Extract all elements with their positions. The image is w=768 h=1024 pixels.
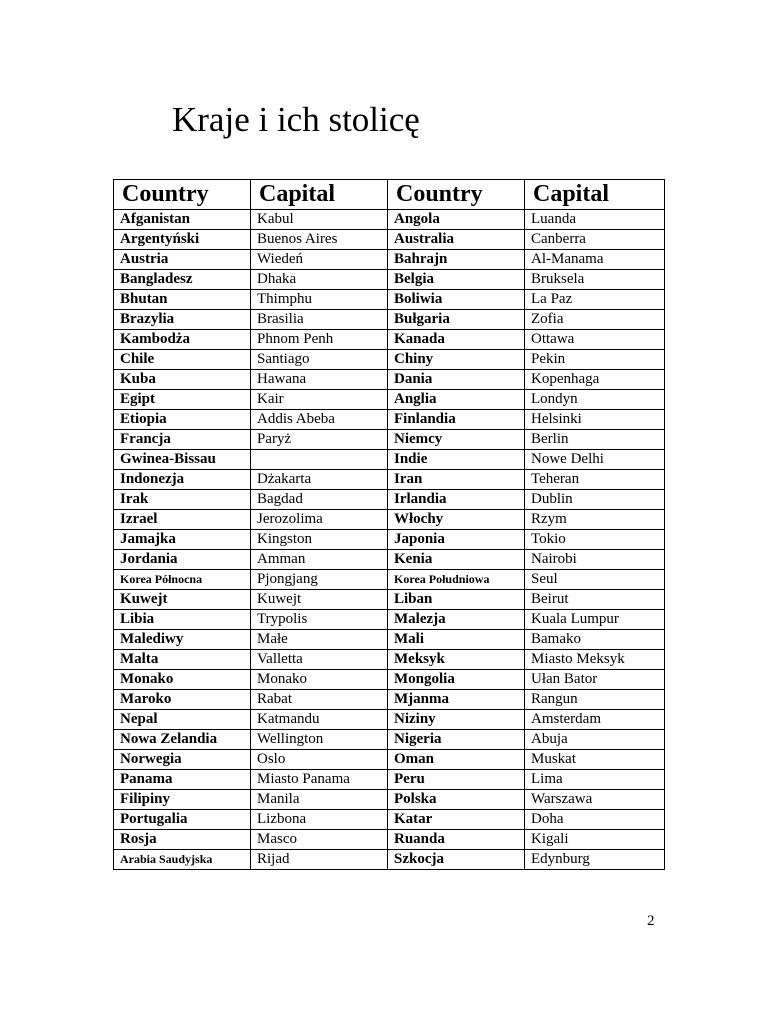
country-cell: Chile: [114, 350, 251, 370]
country-cell: Filipiny: [114, 790, 251, 810]
country-cell: Bułgaria: [388, 310, 525, 330]
table-header-row: [114, 180, 665, 210]
table-row: [114, 250, 665, 270]
table-row: [114, 730, 665, 750]
page-title: Kraje i ich stolicę: [172, 100, 420, 139]
country-cell: Indonezja: [114, 470, 251, 490]
country-cell: Afganistan: [114, 210, 251, 230]
capital-cell: Beirut: [525, 590, 665, 610]
table-row: [114, 670, 665, 690]
country-cell: Jordania: [114, 550, 251, 570]
country-cell: Angola: [388, 210, 525, 230]
country-cell: Mjanma: [388, 690, 525, 710]
capital-cell: Miasto Panama: [251, 770, 388, 790]
capital-cell: Ułan Bator: [525, 670, 665, 690]
country-cell: Rosja: [114, 830, 251, 850]
capital-cell: Dhaka: [251, 270, 388, 290]
table-row: [114, 530, 665, 550]
country-cell: Gwinea-Bissau: [114, 450, 251, 470]
country-cell: Jamajka: [114, 530, 251, 550]
table-row: [114, 210, 665, 230]
country-cell: Egipt: [114, 390, 251, 410]
country-cell: Mali: [388, 630, 525, 650]
country-cell: Nowa Zelandia: [114, 730, 251, 750]
table-row: [114, 790, 665, 810]
capital-cell: Miasto Meksyk: [525, 650, 665, 670]
capital-cell: Pjongjang: [251, 570, 388, 590]
capital-cell: Brasilia: [251, 310, 388, 330]
table-row: [114, 470, 665, 490]
capital-cell: Buenos Aires: [251, 230, 388, 250]
capital-cell: Jerozolima: [251, 510, 388, 530]
country-cell: Korea Północna: [114, 570, 251, 590]
table-row: [114, 710, 665, 730]
country-cell: Austria: [114, 250, 251, 270]
country-cell: Brazylia: [114, 310, 251, 330]
capital-cell: Kuala Lumpur: [525, 610, 665, 630]
table-row: [114, 370, 665, 390]
table-row: [114, 490, 665, 510]
capital-cell: Rzym: [525, 510, 665, 530]
table-row: [114, 810, 665, 830]
capital-cell: Paryż: [251, 430, 388, 450]
country-cell: Maroko: [114, 690, 251, 710]
country-cell: Nepal: [114, 710, 251, 730]
capital-cell: Lima: [525, 770, 665, 790]
capital-cell: Helsinki: [525, 410, 665, 430]
capital-cell: Oslo: [251, 750, 388, 770]
table-row: [114, 230, 665, 250]
table-row: [114, 830, 665, 850]
header-capital-1: Capital: [251, 180, 388, 210]
capital-cell: Dżakarta: [251, 470, 388, 490]
table-row: [114, 330, 665, 350]
table-row: [114, 770, 665, 790]
country-cell: Kenia: [388, 550, 525, 570]
country-cell: Chiny: [388, 350, 525, 370]
header-country-2: Country: [388, 180, 525, 210]
capital-cell: Amsterdam: [525, 710, 665, 730]
country-cell: Włochy: [388, 510, 525, 530]
capital-cell: Monako: [251, 670, 388, 690]
country-cell: Panama: [114, 770, 251, 790]
table-row: [114, 430, 665, 450]
capital-cell: Amman: [251, 550, 388, 570]
capital-cell: Addis Abeba: [251, 410, 388, 430]
capital-cell: Nowe Delhi: [525, 450, 665, 470]
capital-cell: Rijad: [251, 850, 388, 870]
country-cell: Katar: [388, 810, 525, 830]
table-row: [114, 310, 665, 330]
capital-cell: Nairobi: [525, 550, 665, 570]
table-row: [114, 750, 665, 770]
country-cell: Malediwy: [114, 630, 251, 650]
table-row: [114, 550, 665, 570]
country-cell: Norwegia: [114, 750, 251, 770]
country-cell: Dania: [388, 370, 525, 390]
country-cell: Liban: [388, 590, 525, 610]
table-row: [114, 450, 665, 470]
country-cell: Australia: [388, 230, 525, 250]
capital-cell: Edynburg: [525, 850, 665, 870]
country-cell: Belgia: [388, 270, 525, 290]
header-country-1: Country: [114, 180, 251, 210]
table-row: [114, 510, 665, 530]
capital-cell: Zofia: [525, 310, 665, 330]
countries-capitals-table: [113, 179, 665, 870]
country-cell: Portugalia: [114, 810, 251, 830]
country-cell: Irlandia: [388, 490, 525, 510]
country-cell: Kuwejt: [114, 590, 251, 610]
table-row: [114, 290, 665, 310]
capital-cell: Hawana: [251, 370, 388, 390]
capital-cell: Lizbona: [251, 810, 388, 830]
capital-cell: Kingston: [251, 530, 388, 550]
country-cell: Monako: [114, 670, 251, 690]
country-cell: Malezja: [388, 610, 525, 630]
country-cell: Meksyk: [388, 650, 525, 670]
capital-cell: Kuwejt: [251, 590, 388, 610]
capital-cell: Rabat: [251, 690, 388, 710]
capital-cell: Kabul: [251, 210, 388, 230]
capital-cell: Katmandu: [251, 710, 388, 730]
table-row: [114, 610, 665, 630]
table-row: [114, 390, 665, 410]
capital-cell: Santiago: [251, 350, 388, 370]
table-row: [114, 570, 665, 590]
table-row: [114, 650, 665, 670]
country-cell: Indie: [388, 450, 525, 470]
country-cell: Argentyński: [114, 230, 251, 250]
country-cell: Mongolia: [388, 670, 525, 690]
capital-cell: Kopenhaga: [525, 370, 665, 390]
capital-cell: Valletta: [251, 650, 388, 670]
country-cell: Francja: [114, 430, 251, 450]
table-body: [114, 210, 665, 870]
capital-cell: Pekin: [525, 350, 665, 370]
capital-cell: Dublin: [525, 490, 665, 510]
country-cell: Oman: [388, 750, 525, 770]
country-cell: Boliwia: [388, 290, 525, 310]
capital-cell: Al-Manama: [525, 250, 665, 270]
capital-cell: Bagdad: [251, 490, 388, 510]
capital-cell: Bruksela: [525, 270, 665, 290]
country-cell: Finlandia: [388, 410, 525, 430]
country-cell: Nigeria: [388, 730, 525, 750]
table-row: [114, 410, 665, 430]
country-cell: Kuba: [114, 370, 251, 390]
country-cell: Niemcy: [388, 430, 525, 450]
country-cell: Japonia: [388, 530, 525, 550]
capital-cell: Manila: [251, 790, 388, 810]
table-row: [114, 270, 665, 290]
country-cell: Kambodża: [114, 330, 251, 350]
capital-cell: Doha: [525, 810, 665, 830]
country-cell: Polska: [388, 790, 525, 810]
capital-cell: Bamako: [525, 630, 665, 650]
capital-cell: [251, 450, 388, 470]
table-row: [114, 350, 665, 370]
capital-cell: Teheran: [525, 470, 665, 490]
capital-cell: Warszawa: [525, 790, 665, 810]
country-cell: Ruanda: [388, 830, 525, 850]
table-row: [114, 590, 665, 610]
country-cell: Niziny: [388, 710, 525, 730]
country-cell: Anglia: [388, 390, 525, 410]
capital-cell: Wiedeń: [251, 250, 388, 270]
capital-cell: Seul: [525, 570, 665, 590]
capital-cell: Thimphu: [251, 290, 388, 310]
capital-cell: Kigali: [525, 830, 665, 850]
capital-cell: Rangun: [525, 690, 665, 710]
table-row: [114, 630, 665, 650]
country-cell: Bhutan: [114, 290, 251, 310]
country-cell: Bahrajn: [388, 250, 525, 270]
capital-cell: Abuja: [525, 730, 665, 750]
country-cell: Kanada: [388, 330, 525, 350]
country-cell: Etiopia: [114, 410, 251, 430]
header-capital-2: Capital: [525, 180, 665, 210]
country-cell: Arabia Saudyjska: [114, 850, 251, 870]
capital-cell: Kair: [251, 390, 388, 410]
capital-cell: Małe: [251, 630, 388, 650]
country-cell: Peru: [388, 770, 525, 790]
capital-cell: Masco: [251, 830, 388, 850]
country-cell: Szkocja: [388, 850, 525, 870]
country-cell: Bangladesz: [114, 270, 251, 290]
page-number: 2: [647, 913, 655, 929]
capital-cell: Canberra: [525, 230, 665, 250]
capital-cell: Ottawa: [525, 330, 665, 350]
country-cell: Izrael: [114, 510, 251, 530]
capital-cell: Luanda: [525, 210, 665, 230]
table-row: [114, 690, 665, 710]
capital-cell: Muskat: [525, 750, 665, 770]
capital-cell: Trypolis: [251, 610, 388, 630]
capital-cell: Londyn: [525, 390, 665, 410]
country-cell: Libia: [114, 610, 251, 630]
table-row: [114, 850, 665, 870]
country-cell: Malta: [114, 650, 251, 670]
country-cell: Korea Południowa: [388, 570, 525, 590]
country-cell: Iran: [388, 470, 525, 490]
capital-cell: Phnom Penh: [251, 330, 388, 350]
capital-cell: Tokio: [525, 530, 665, 550]
country-cell: Irak: [114, 490, 251, 510]
capital-cell: La Paz: [525, 290, 665, 310]
capital-cell: Wellington: [251, 730, 388, 750]
capital-cell: Berlin: [525, 430, 665, 450]
